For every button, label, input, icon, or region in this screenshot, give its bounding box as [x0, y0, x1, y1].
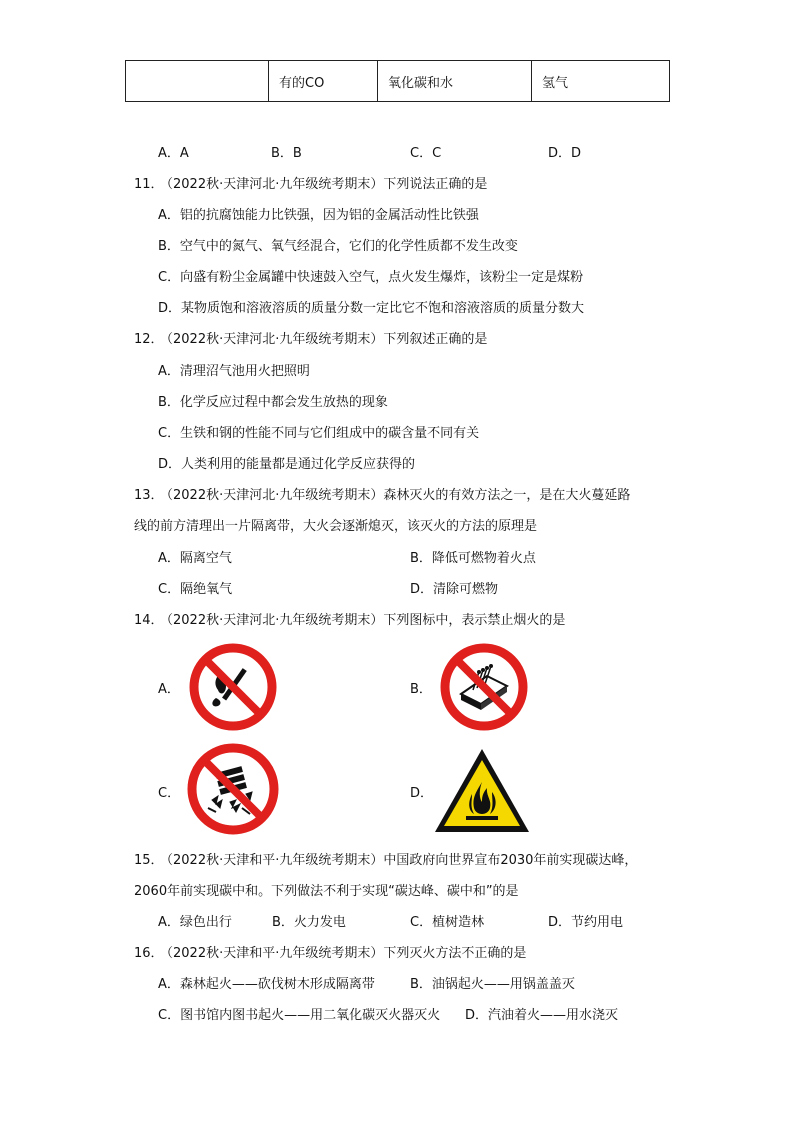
question-stem-line2: 2060年前实现碳中和。下列做法不利于实现“碳达峰、碳中和”的是 [134, 884, 519, 899]
option: A．铝的抗腐蚀能力比铁强，因为铝的金属活动性比铁强 [158, 208, 479, 223]
question-number: 12． [134, 332, 164, 347]
option-label-d: D． [410, 786, 434, 801]
question-number: 16． [134, 946, 164, 961]
q10-option-c: C．C [410, 146, 442, 161]
question-stem: （2022秋·天津河北·九年级统考期末）下列图标中，表示禁止烟火的是 [160, 613, 566, 628]
option: A．森林起火——砍伐树木形成隔离带 [158, 977, 375, 992]
option: B．降低可燃物着火点 [410, 551, 536, 566]
option: B．油锅起火——用锅盖盖灭 [410, 977, 575, 992]
option-label-a: A． [158, 682, 180, 697]
option: B．空气中的氮气、氧气经混合，它们的化学性质都不发生改变 [158, 239, 518, 254]
option: C．植树造林 [410, 915, 485, 930]
question-stem: （2022秋·天津和平·九年级统考期末）下列灭火方法不正确的是 [160, 946, 527, 961]
question-stem: （2022秋·天津河北·九年级统考期末）下列说法正确的是 [160, 177, 488, 192]
option-label-b: B． [410, 682, 432, 697]
option: C．图书馆内图书起火——用二氧化碳灭火器灭火 [158, 1008, 441, 1023]
flammable-warning-icon [432, 746, 532, 836]
table-cell: 氢气 [532, 61, 670, 102]
no-open-flame-icon [188, 642, 278, 732]
question-number: 11． [134, 177, 164, 192]
table-cell: 氧化碳和水 [378, 61, 532, 102]
option: C．生铁和钢的性能不同与它们组成中的碳含量不同有关 [158, 426, 480, 441]
option: A．绿色出行 [158, 915, 232, 930]
question-number: 14． [134, 613, 164, 628]
option-label-c: C． [158, 786, 181, 801]
option: D．某物质饱和溶液溶质的质量分数一定比它不饱和溶液溶质的质量分数大 [158, 301, 585, 316]
question-stem-line2: 线的前方清理出一片隔离带，大火会逐渐熄灭，该灭火的方法的原理是 [134, 519, 538, 534]
question-stem-line1: （2022秋·天津河北·九年级统考期末）森林灭火的有效方法之一，是在大火蔓延路 [160, 488, 631, 503]
no-matches-icon [439, 642, 529, 732]
q10-option-a: A．A [158, 146, 189, 161]
option: D．汽油着火——用水浇灭 [465, 1008, 619, 1023]
no-fireworks-icon [186, 742, 280, 836]
option: C．隔绝氧气 [158, 582, 233, 597]
option: C．向盛有粉尘金属罐中快速鼓入空气，点火发生爆炸，该粉尘一定是煤粉 [158, 270, 584, 285]
q10-option-b: B．B [271, 146, 302, 161]
option: B．化学反应过程中都会发生放热的现象 [158, 395, 388, 410]
option: D．人类利用的能量都是通过化学反应获得的 [158, 457, 416, 472]
question-stem: （2022秋·天津河北·九年级统考期末）下列叙述正确的是 [160, 332, 488, 347]
table-cell [126, 61, 269, 102]
option: A．隔离空气 [158, 551, 232, 566]
question-number: 13． [134, 488, 164, 503]
option: A．清理沼气池用火把照明 [158, 364, 310, 379]
option: D．节约用电 [548, 915, 624, 930]
table-cell: 有的CO [269, 61, 378, 102]
q10-option-d: D．D [548, 146, 582, 161]
question-stem-line1: （2022秋·天津和平·九年级统考期末）中国政府向世界宣布2030年前实现碳达峰， [160, 853, 638, 868]
option: D．清除可燃物 [410, 582, 499, 597]
answer-table-fragment [125, 60, 670, 102]
question-number: 15． [134, 853, 164, 868]
option: B．火力发电 [272, 915, 346, 930]
table-row [126, 61, 670, 102]
